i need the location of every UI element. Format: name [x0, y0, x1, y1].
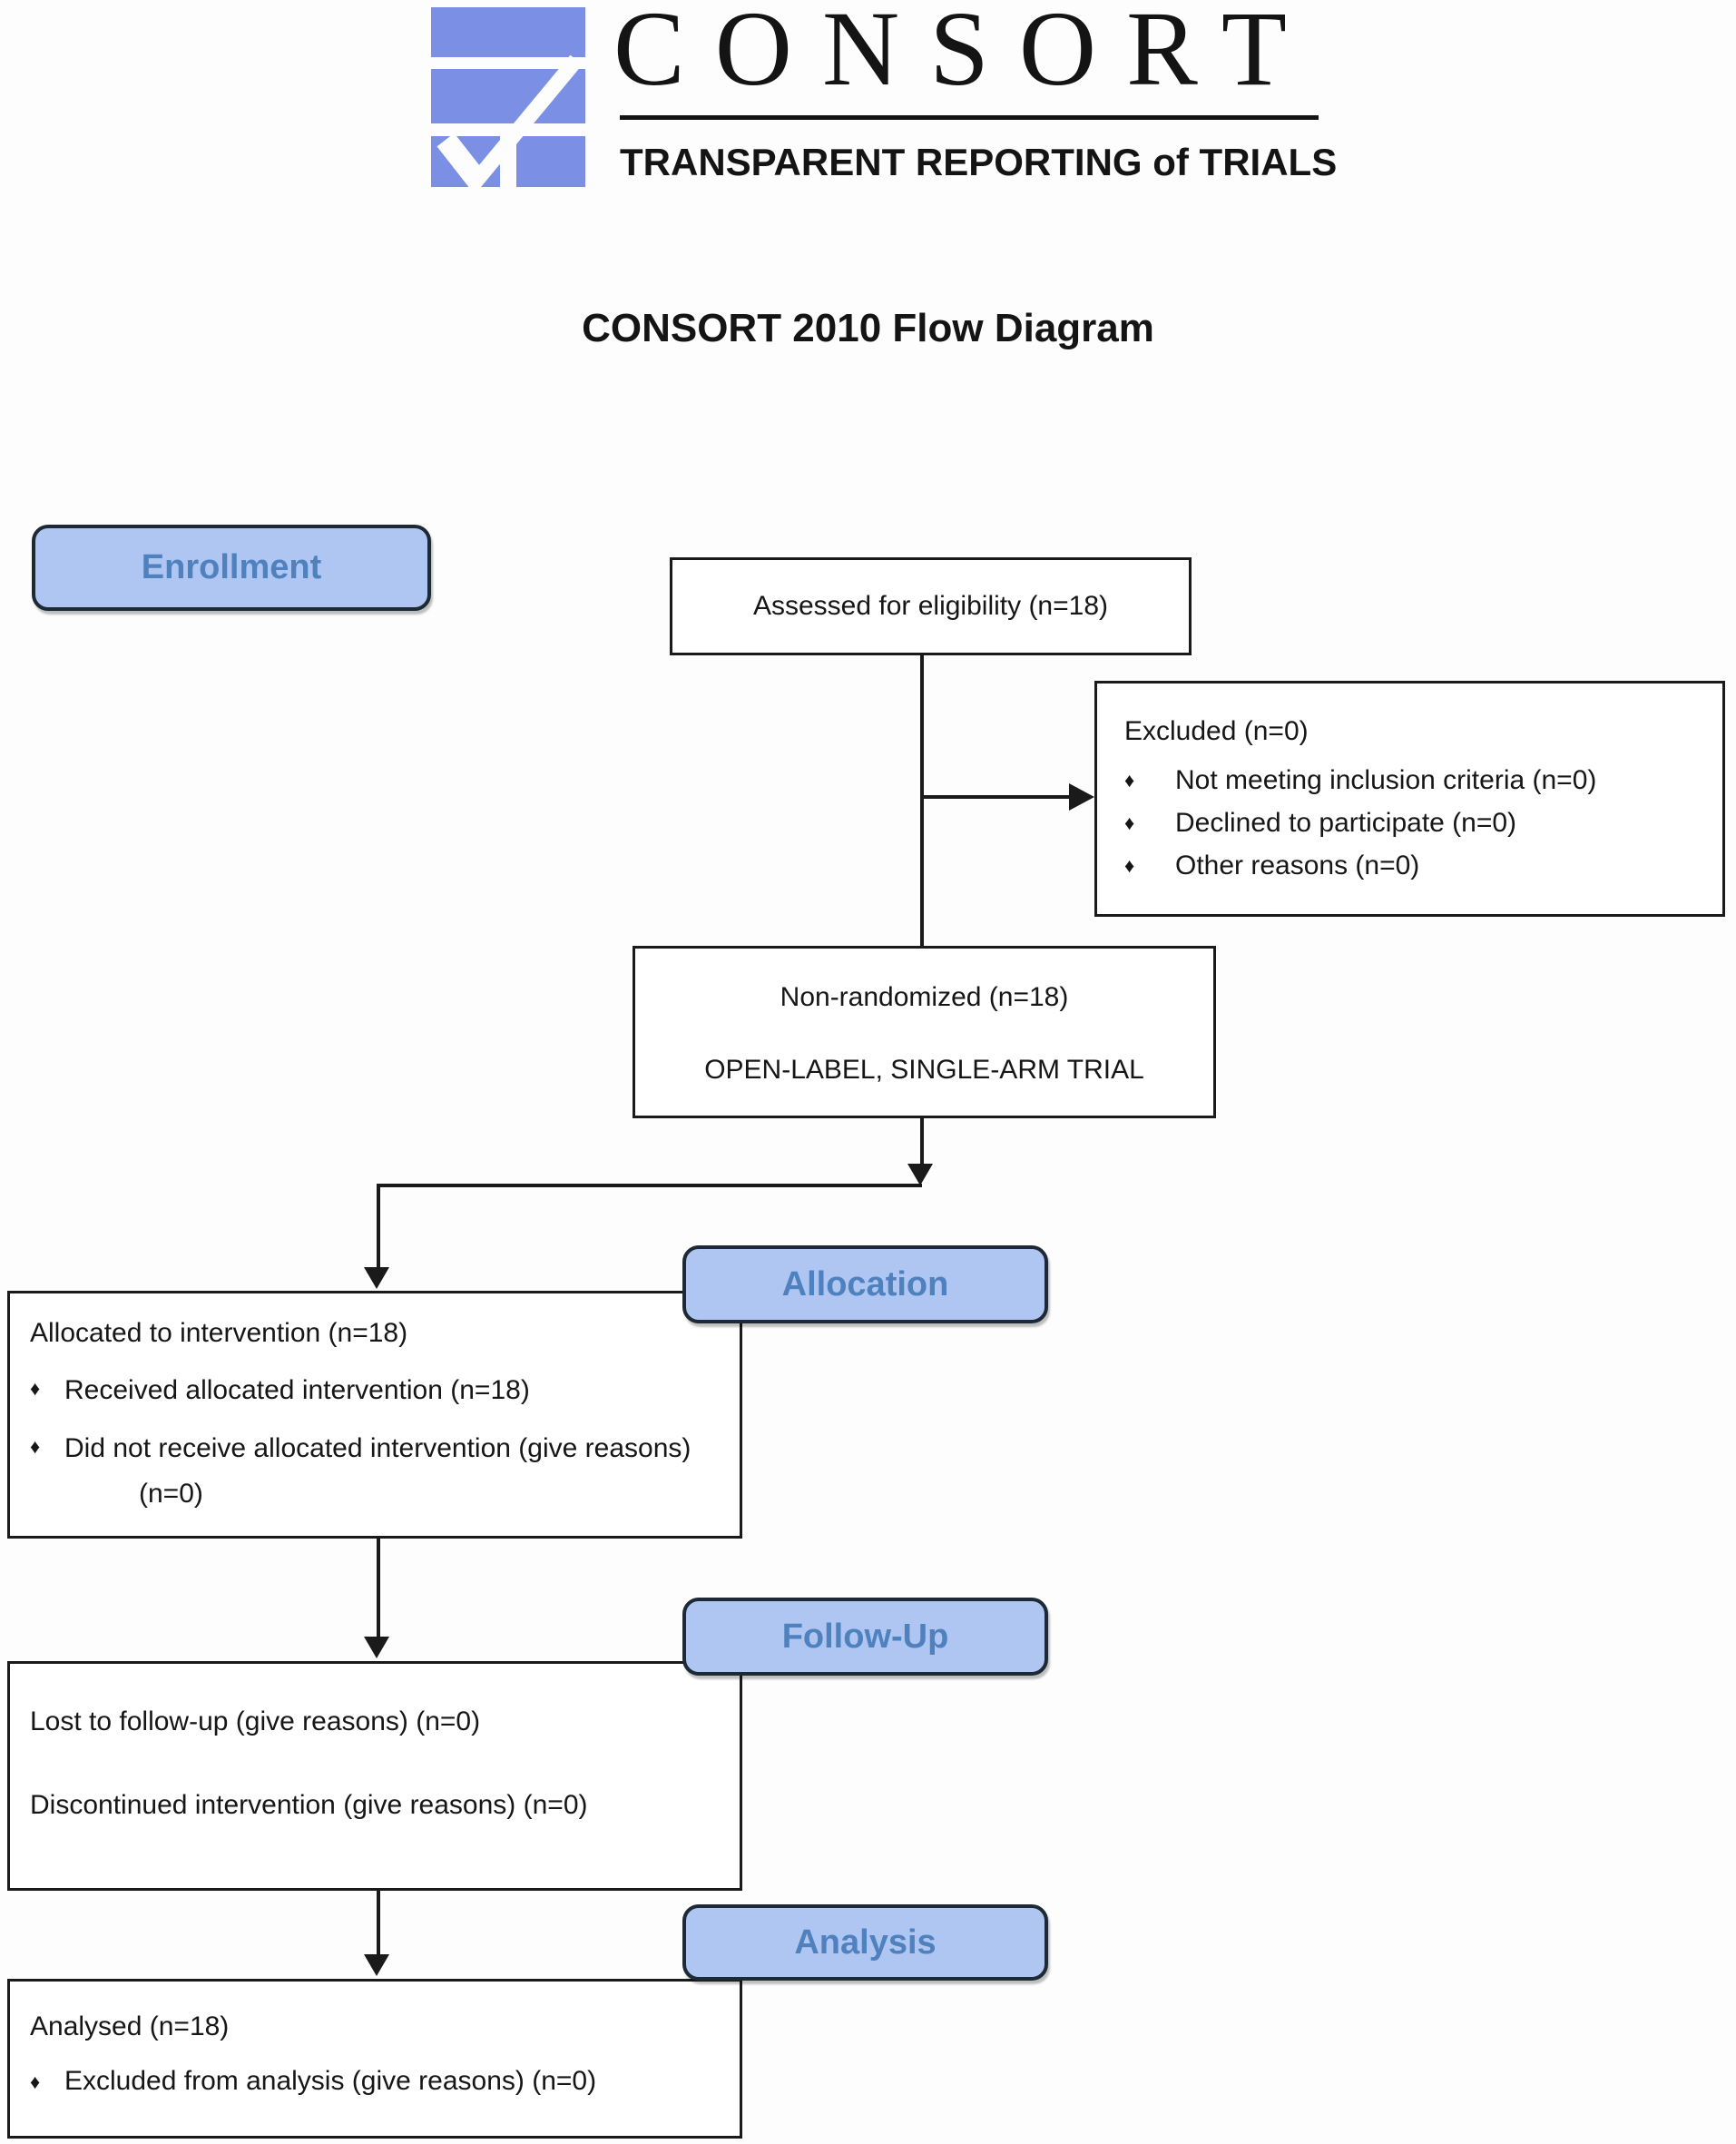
stage-label-analysis: Analysis: [794, 1923, 937, 1962]
followup-line2: Discontinued intervention (give reasons) (n=0): [30, 1790, 588, 1820]
excluded-bullet-text: Other reasons (n=0): [1175, 851, 1420, 880]
excluded-bullet-text: Declined to participate (n=0): [1175, 808, 1517, 838]
stage-pill-enrollment: [32, 525, 431, 611]
excluded-bullet-row: [1124, 845, 1701, 886]
consort-checkmark-logo-icon: [431, 7, 585, 187]
page-title: CONSORT 2010 Flow Diagram: [582, 306, 1154, 350]
stage-label-allocation: Allocation: [781, 1264, 949, 1303]
analysed-bullet-text: Excluded from analysis (give reasons) (n=0): [64, 2066, 597, 2096]
diamond-bullet-icon: ♦: [30, 1435, 41, 1458]
allocated-bullet-row: [30, 1426, 712, 1517]
followup-box: [7, 1661, 742, 1891]
arrow-down-icon: [364, 1637, 389, 1658]
analysed-title: Analysed (n=18): [30, 2011, 230, 2041]
arrow-down-icon: [364, 1267, 389, 1289]
flow-line-followup-to-analysed: [377, 1891, 380, 1954]
allocated-box: [7, 1291, 742, 1539]
excluded-bullet-text: Not meeting inclusion criteria (n=0): [1175, 765, 1597, 795]
allocated-bullet-text: Received allocated intervention (n=18): [64, 1375, 530, 1405]
stage-pill-analysis: [682, 1904, 1048, 1981]
arrow-down-icon: [907, 1164, 933, 1185]
arrow-right-icon: [1069, 783, 1094, 811]
diamond-bullet-icon: ♦: [1124, 769, 1135, 792]
excluded-title: Excluded (n=0): [1124, 716, 1309, 746]
followup-line1: Lost to follow-up (give reasons) (n=0): [30, 1706, 481, 1736]
assessed-for-eligibility-box: [670, 557, 1192, 655]
stage-pill-followup: [682, 1598, 1048, 1676]
diamond-bullet-icon: ♦: [1124, 854, 1135, 877]
excluded-bullet-row: [1124, 802, 1701, 843]
nonrandomized-box: [633, 946, 1216, 1118]
analysed-box: [7, 1979, 742, 2139]
diamond-bullet-icon: ♦: [1124, 811, 1135, 834]
consort-wordmark: CONSORT: [613, 0, 1317, 108]
flow-line-jog-horizontal: [377, 1184, 922, 1187]
arrow-down-icon: [364, 1954, 389, 1976]
stage-label-enrollment: Enrollment: [141, 548, 322, 586]
flow-line-assessed-to-nonrandomized: [920, 655, 924, 946]
excluded-bullet-row: [1124, 760, 1701, 801]
logo-tagline: TRANSPARENT REPORTING of TRIALS: [620, 141, 1338, 183]
assessed-text: Assessed for eligibility (n=18): [752, 591, 1108, 621]
logo-divider: [620, 115, 1319, 120]
allocated-bullet-row: [30, 1368, 712, 1413]
flow-line-branch-to-excluded: [922, 795, 1071, 799]
nonrandomized-line2: OPEN-LABEL, SINGLE-ARM TRIAL: [704, 1055, 1144, 1085]
diamond-bullet-icon: ♦: [30, 1377, 41, 1400]
diamond-bullet-icon: ♦: [30, 2070, 41, 2093]
flow-line-jog-to-allocated: [377, 1187, 380, 1267]
analysed-bullet-row: [30, 2061, 712, 2103]
flow-line-nonrandomized-down: [920, 1118, 924, 1165]
flow-line-allocated-to-followup: [377, 1539, 380, 1637]
allocated-title: Allocated to intervention (n=18): [30, 1318, 408, 1348]
stage-label-followup: Follow-Up: [781, 1617, 949, 1656]
excluded-box: [1094, 681, 1725, 917]
stage-pill-allocation: [682, 1245, 1048, 1323]
nonrandomized-line1: Non-randomized (n=18): [780, 982, 1069, 1012]
allocated-bullet-text: Did not receive allocated intervention (give reasons) (n=0): [64, 1433, 691, 1509]
